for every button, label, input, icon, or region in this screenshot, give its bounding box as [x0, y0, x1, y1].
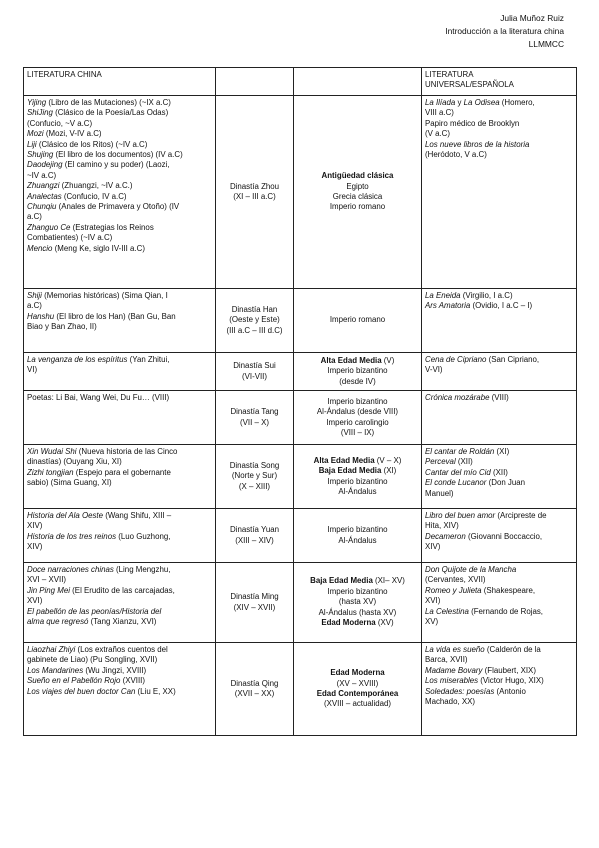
universal-work-line: Machado, XX): [425, 697, 475, 707]
universal-work-line: [425, 140, 573, 150]
work-title: Zhuangzi: [27, 181, 60, 191]
china-work-line: Doce narraciones chinas (Ling Mengzhu,: [27, 565, 171, 574]
work-title: Cena de Cipriano: [425, 355, 487, 364]
universal-work-line: La Eneida (Virgilio, I a.C): [425, 291, 513, 300]
china-work-line: Zhuangzi (Zhuangzi, ~IV a.C.): [27, 181, 133, 191]
dynasty-line: (XIII – XIV): [235, 535, 274, 545]
universal-work-line: Cantar del mío Cid (XII): [425, 467, 508, 477]
dynasty-line: (XIV – XVII): [233, 602, 276, 612]
work-title: El pabellón de las peonías/Historia del: [27, 606, 162, 616]
china-work-line: Zhanguo Ce (Estrategias los Reinos: [27, 222, 154, 232]
china-works-cell: [24, 643, 216, 736]
universal-work-line: (Heródoto, V a.C): [425, 150, 487, 160]
china-work-line: ~IV a.C): [27, 170, 57, 180]
work-title: Xin Wudai Shi: [27, 447, 77, 456]
dynasty-line: Dinastía Sui: [233, 361, 276, 371]
universal-work-line: Los miserables (Victor Hugo, XIX): [425, 676, 544, 686]
china-work-line: alma que regresó (Tang Xianzu, XVI): [27, 617, 157, 627]
work-title: ShiJing: [27, 108, 53, 118]
dynasty-line: (III a.C – III d.C): [226, 325, 283, 335]
dynasty-cell: [216, 353, 294, 391]
work-title: Hanshu: [27, 311, 55, 321]
header-literatura-china: LITERATURA CHINA: [24, 68, 216, 96]
dynasty-line: Dinastía Yuan: [230, 525, 279, 535]
work-title: La venganza de los espíritus: [27, 355, 128, 364]
period-line: Imperio bizantino: [327, 366, 388, 376]
dynasty-line: Dinastía Song: [229, 460, 280, 470]
work-title: Historia del Ala Oeste: [27, 511, 104, 520]
dynasty-cell: [216, 391, 294, 445]
table-row: [24, 353, 577, 391]
period-line: Grecia clásica: [332, 192, 383, 201]
work-title: Los viajes del buen doctor Can: [27, 686, 136, 696]
period-cell: [294, 563, 422, 643]
work-title: Historia de los tres reinos: [27, 531, 117, 541]
period-line: Edad Moderna: [330, 668, 385, 678]
work-title: Perceval: [425, 457, 456, 467]
universal-works-cell: [422, 509, 577, 563]
period-line: Egipto: [346, 181, 369, 191]
work-title: La Eneida: [425, 291, 461, 300]
china-work-line: La venganza de los espíritus (Yan Zhitui,: [27, 355, 170, 364]
china-work-line: XVI – XVII): [27, 575, 67, 585]
universal-work-line: (Cervantes, XVII): [425, 575, 486, 585]
dynasty-line: (Oeste y Este): [229, 315, 280, 325]
period-line: Imperio romano: [329, 315, 386, 325]
comparison-table: [23, 67, 577, 736]
china-work-line: Daodejing (El camino y su poder) (Laozi,: [27, 160, 170, 170]
work-title: Sueño en el Pabellón Rojo: [27, 676, 121, 686]
table-row: [24, 563, 577, 643]
dynasty-line: (VII – X): [240, 417, 269, 427]
dynasty-line: (XI – III a.C): [233, 192, 276, 201]
work-title: Doce narraciones chinas: [27, 565, 114, 574]
table-row: [24, 445, 577, 509]
period-cell: [294, 289, 422, 353]
work-title: La Ilíada: [425, 98, 456, 107]
work-title: Daodejing: [27, 160, 63, 170]
china-works-cell: [24, 96, 216, 289]
table-row: [24, 96, 577, 289]
china-work-line: Los viajes del buen doctor Can (Liu E, XX): [27, 686, 176, 696]
china-work-line: Xin Wudai Shi (Nueva historia de las Cinco: [27, 447, 178, 456]
work-title: Romeo y Julieta: [425, 585, 482, 595]
period-line: Alta Edad Media (V – X): [313, 455, 402, 465]
universal-work-line: XVI): [425, 596, 441, 606]
work-title: Don Quijote de la Mancha: [425, 565, 517, 574]
work-title: Mozi: [27, 129, 44, 139]
china-work-line: Sueño en el Pabellón Rojo (XVIII): [27, 676, 146, 686]
period-line: Antigüedad clásica: [321, 171, 394, 181]
period-line: Alta Edad Media (V): [320, 355, 395, 365]
table-row: [24, 509, 577, 563]
dynasty-cell: [216, 563, 294, 643]
universal-work-line: La Ilíada y La Odisea (Homero,: [425, 98, 535, 107]
work-title: Liji: [27, 139, 37, 149]
china-work-line: Hanshu (El libro de los Han) (Ban Gu, Ban: [27, 311, 176, 321]
china-work-line: Mencio (Meng Ke, siglo IV-III a.C): [27, 243, 145, 253]
work-title: Analectas: [27, 191, 62, 201]
china-work-line: Poetas: Li Bai, Wang Wei, Du Fu… (VIII): [27, 393, 170, 402]
china-works-cell: [24, 563, 216, 643]
china-work-line: Mozi (Mozi, V-IV a.C): [27, 129, 102, 139]
period-line: Imperio bizantino: [327, 525, 388, 535]
china-works-cell: [24, 445, 216, 509]
document-header: [445, 12, 564, 51]
china-work-line: XIV): [27, 542, 43, 552]
universal-works-cell: [422, 643, 577, 736]
universal-works-cell: [422, 563, 577, 643]
course-code: LLMMCC: [528, 39, 564, 49]
universal-work-line: Ars Amatoria (Ovidio, I a.C – I): [425, 301, 533, 311]
china-work-line: Biao y Ban Zhao, II): [27, 322, 97, 332]
dynasty-line: Dinastía Tang: [230, 407, 279, 417]
work-title: El conde Lucanor: [425, 478, 487, 488]
period-line: Al-Ándalus: [338, 486, 377, 496]
dynasty-cell: [216, 96, 294, 289]
work-title: Los nueve libros de la historia: [425, 139, 530, 149]
china-work-line: Los Mandarines (Wu Jingzi, XVIII): [27, 665, 147, 675]
period-line: Edad Moderna (XV): [321, 618, 394, 628]
period-line: (XVIII – actualidad): [323, 699, 392, 709]
universal-work-line: Barca, XVII): [425, 655, 468, 665]
work-title: Los Mandarines: [27, 665, 84, 675]
work-title: Crónica mozárabe: [425, 393, 490, 402]
china-work-line: XIV): [27, 521, 43, 531]
dynasty-cell: [216, 509, 294, 563]
dynasty-cell: [216, 289, 294, 353]
universal-works-cell: [422, 96, 577, 289]
period-line: Al-Ándalus (hasta XV): [318, 607, 397, 617]
table-row: [24, 391, 577, 445]
china-work-line: a.C): [27, 212, 42, 222]
work-title: Yijing: [27, 98, 47, 107]
universal-work-line: (V a.C): [425, 129, 450, 139]
period-line: Imperio romano: [329, 202, 386, 212]
table-header-row: [24, 68, 577, 96]
work-title: Los miserables: [425, 676, 479, 686]
work-title: La Celestina: [425, 606, 469, 616]
china-work-line: Historia de los tres reinos (Luo Guzhong,: [27, 531, 171, 541]
work-title: Cantar del mío Cid: [425, 467, 491, 477]
china-work-line: (Confucio, ~V a.C): [27, 118, 93, 128]
china-work-line: a.C): [27, 301, 42, 311]
universal-work-line: Decameron (Giovanni Boccaccio,: [425, 531, 543, 541]
period-cell: [294, 96, 422, 289]
universal-work-line: Romeo y Julieta (Shakespeare,: [425, 585, 536, 595]
universal-work-line: Hita, XIV): [425, 521, 459, 531]
dynasty-line: Dinastía Zhou: [229, 181, 280, 191]
china-work-line: Combatientes) (~IV a.C): [27, 233, 113, 243]
period-line: Al-Ándalus (desde VIII): [316, 407, 399, 417]
universal-work-line: El cantar de Roldán (XI): [425, 447, 510, 456]
china-works-cell: [24, 353, 216, 391]
table-row: [24, 643, 577, 736]
work-title: Soledades: poesías: [425, 686, 495, 696]
china-work-line: Liaozhai Zhiyi (Los extraños cuentos del: [27, 645, 168, 654]
work-title: Ars Amatoria: [425, 301, 471, 311]
period-line: Imperio bizantino: [327, 396, 388, 406]
universal-works-cell: [422, 353, 577, 391]
period-cell: [294, 509, 422, 563]
china-work-line: Zizhi tongjian (Espejo para el gobernante: [27, 467, 171, 477]
work-title: Madame Bovary: [425, 665, 483, 675]
china-work-line: Liji (Clásico de los Ritos) (~IV a.C): [27, 139, 148, 149]
header-period: [294, 68, 422, 96]
universal-work-line: Manuel): [425, 488, 454, 498]
dynasty-line: (X – XIII): [238, 481, 271, 491]
work-title: Chunqiu: [27, 202, 57, 212]
dynasty-line: (Norte y Sur): [231, 471, 278, 481]
china-work-line: ShiJing (Clásico de la Poesía/Las Odas): [27, 108, 169, 118]
china-work-line: gabinete de Liao) (Pu Songling, XVII): [27, 655, 158, 665]
period-line: Imperio carolingio: [326, 417, 389, 427]
china-work-line: Yijing (Libro de las Mutaciones) (~IX a.C): [27, 98, 171, 107]
dynasty-line: Dinastía Han: [231, 304, 278, 314]
dynasty-line: Dinastía Qing: [230, 678, 279, 688]
universal-work-line: La Celestina (Fernando de Rojas,: [425, 606, 543, 616]
china-work-line: Jin Ping Mei (El Erudito de las carcajadas,: [27, 585, 175, 595]
universal-works-cell: [422, 391, 577, 445]
work-title: Shiji: [27, 291, 42, 300]
china-work-line: Shiji (Memorias históricas) (Sima Qian, I: [27, 291, 168, 300]
period-cell: [294, 391, 422, 445]
period-line: Al-Ándalus: [338, 535, 377, 545]
china-work-line: [27, 607, 212, 617]
universal-work-line: Soledades: poesías (Antonio: [425, 686, 526, 696]
dynasty-line: Dinastía Ming: [230, 592, 279, 602]
header-dynasty: [216, 68, 294, 96]
dynasty-line: (XVII – XX): [234, 689, 275, 698]
period-cell: [294, 353, 422, 391]
work-title: Shujing: [27, 150, 54, 160]
work-title: Decameron: [425, 531, 466, 541]
work-title: El cantar de Roldán: [425, 447, 495, 456]
period-cell: [294, 445, 422, 509]
universal-work-line: XV): [425, 617, 439, 627]
china-work-line: dinastías) (Ouyang Xiu, XI): [27, 457, 122, 467]
china-work-line: Analectas (Confucio, IV a.C): [27, 191, 127, 201]
universal-work-line: Perceval (XII): [425, 457, 473, 467]
period-line: Baja Edad Media (XI– XV): [310, 576, 405, 586]
china-works-cell: [24, 391, 216, 445]
universal-works-cell: [422, 445, 577, 509]
universal-work-line: Papiro médico de Brooklyn: [425, 118, 520, 128]
china-works-cell: [24, 289, 216, 353]
universal-work-line: XIV): [425, 542, 441, 552]
universal-work-line: Crónica mozárabe (VIII): [425, 393, 509, 402]
course-title: Introducción a la literatura china: [445, 26, 564, 36]
universal-work-line: V-VI): [425, 365, 443, 375]
universal-work-line: VIII a.C): [425, 108, 454, 118]
period-cell: [294, 643, 422, 736]
work-title: Liaozhai Zhiyi: [27, 645, 76, 654]
work-title: Libro del buen amor: [425, 511, 496, 520]
universal-work-line: La vida es sueño (Calderón de la: [425, 645, 541, 654]
work-title: Mencio: [27, 243, 53, 253]
period-line: (XV – XVIII): [336, 678, 379, 688]
period-line: Imperio bizantino: [327, 586, 388, 596]
work-title: Zhanguo Ce: [27, 222, 71, 232]
work-title: La Odisea: [463, 98, 500, 107]
universal-works-cell: [422, 289, 577, 353]
universal-work-line: El conde Lucanor (Don Juan: [425, 478, 526, 488]
author-name: Julia Muñoz Ruiz: [500, 13, 564, 23]
dynasty-cell: [216, 643, 294, 736]
work-title: Jin Ping Mei: [27, 585, 70, 595]
china-work-line: Chunqiu (Anales de Primavera y Otoño) (IV: [27, 202, 180, 212]
dynasty-line: (VI-VII): [242, 371, 267, 381]
period-line: Edad Contemporánea: [316, 689, 399, 698]
work-title: La vida es sueño: [425, 645, 485, 654]
china-work-line: sabio) (Sima Guang, XI): [27, 478, 112, 488]
header-literatura-universal: LITERATURA UNIVERSAL/ESPAÑOLA: [422, 68, 577, 96]
universal-work-line: Libro del buen amor (Arcipreste de: [425, 511, 547, 520]
work-title: Zizhi tongjian: [27, 467, 74, 477]
universal-work-line: Cena de Cipriano (San Cipriano,: [425, 355, 540, 364]
china-work-line: VI): [27, 365, 38, 375]
china-work-line: Historia del Ala Oeste (Wang Shifu, XIII –: [27, 511, 172, 520]
table-row: [24, 289, 577, 353]
universal-work-line: Madame Bovary (Flaubert, XIX): [425, 665, 536, 675]
period-line: (VIII – IX): [340, 427, 375, 437]
china-works-cell: [24, 509, 216, 563]
china-work-line: XVI): [27, 596, 43, 606]
period-line: Baja Edad Media (XI): [318, 466, 397, 476]
period-line: (hasta XV): [338, 597, 377, 607]
period-line: Imperio bizantino: [327, 476, 388, 486]
china-work-line: Shujing (El libro de los documentos) (IV a.C): [27, 150, 183, 160]
period-line: (desde IV): [339, 376, 376, 386]
dynasty-cell: [216, 445, 294, 509]
work-title: alma que regresó: [27, 617, 89, 627]
universal-work-line: [425, 565, 573, 575]
